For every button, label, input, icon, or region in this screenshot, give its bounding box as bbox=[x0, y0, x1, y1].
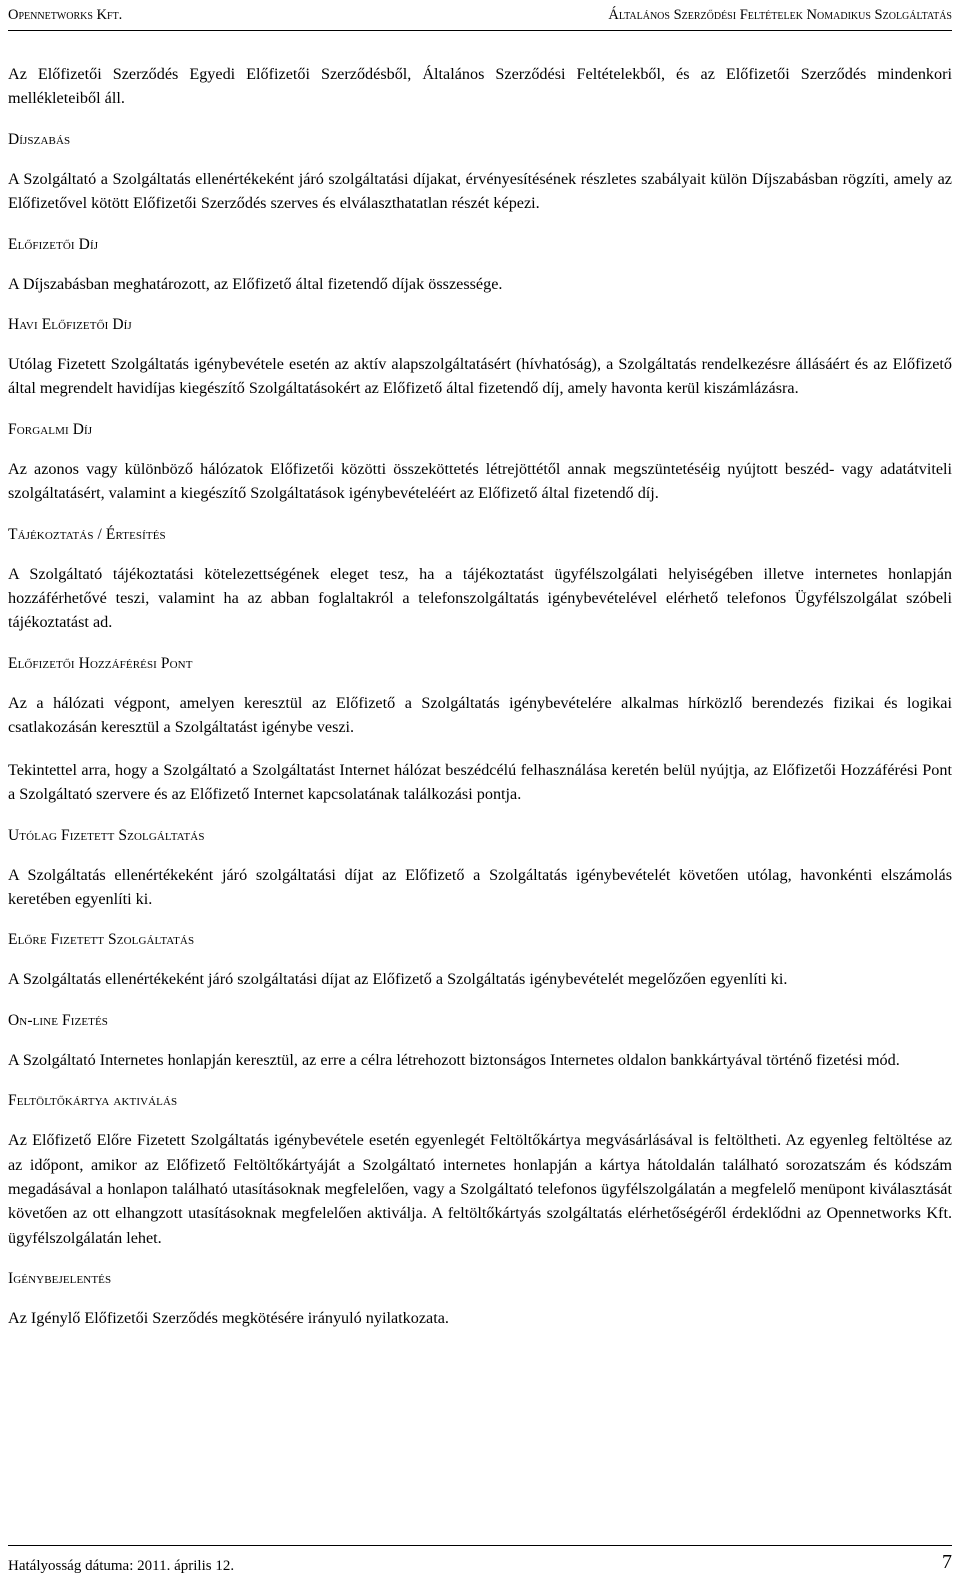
section-elore-fizetett bbox=[8, 929, 952, 991]
section-heading: Előfizetői Díj bbox=[8, 235, 99, 253]
page-header bbox=[8, 4, 952, 31]
section-havi-elofizetoi-dij bbox=[8, 314, 952, 401]
document-body bbox=[8, 62, 952, 1349]
section-elofizetoi-dij bbox=[8, 234, 952, 296]
section-feltoltokartya bbox=[8, 1090, 952, 1250]
section-heading: Forgalmi Díj bbox=[8, 420, 93, 438]
section-paragraph: A Szolgáltató Internetes honlapján keresztül, az erre a célra létrehozott biztonságos Internetes oldalon bankkártyával történő fizetési mód. bbox=[8, 1050, 900, 1069]
section-paragraph: A Szolgáltatás ellenértékeként járó szolgáltatási díjat az Előfizető a Szolgáltatás igénybevételét követően utólag, havonkénti elszámolás keretében egyenlíti ki. bbox=[8, 865, 952, 908]
intro-paragraph: Az Előfizetői Szerződés Egyedi Előfizetői Szerződésből, Általános Szerződési Feltételekből, és az Előfizetői Szerződés mindenkori mellékleteiből áll. bbox=[8, 65, 952, 108]
section-forgalmi-dij bbox=[8, 419, 952, 506]
effective-date: Hatályosság dátuma: 2011. április 12. bbox=[8, 1558, 235, 1574]
section-paragraph: A Szolgáltató a Szolgáltatás ellenértékeként járó szolgáltatási díjakat, érvényesítésének részletes szabályait külön Díjszabásban rögzíti, amely az Előfizetővel kötött Előfizetői Szerződés szerves és elválaszthatatlan részét képezi. bbox=[8, 169, 952, 213]
section-paragraph: Az a hálózati végpont, amelyen keresztül az Előfizető a Szolgáltatás igénybevételére alkalmas hírközlő berendezés fizikai és logikai csatlakozásán keresztül a Szolgáltatást igénybe veszi. bbox=[8, 693, 952, 737]
section-paragraph: A Díjszabásban meghatározott, az Előfizető által fizetendő díjak összessége. bbox=[8, 274, 503, 293]
header-company: Opennetworks Kft. bbox=[8, 7, 123, 23]
section-heading: Igénybejelentés bbox=[8, 1270, 112, 1288]
page-footer bbox=[8, 1545, 952, 1576]
section-igenybejelentes bbox=[8, 1268, 952, 1330]
page-number: 7 bbox=[942, 1551, 952, 1573]
section-heading: Feltöltőkártya aktiválás bbox=[8, 1092, 178, 1110]
section-heading: Előre Fizetett Szolgáltatás bbox=[8, 931, 195, 949]
section-paragraph: A Szolgáltatás ellenértékeként járó szolgáltatási díjat az Előfizető a Szolgáltatás igénybevételét megelőzően egyenlíti ki. bbox=[8, 970, 788, 989]
section-paragraph: Az Igénylő Előfizetői Szerződés megkötésére irányuló nyilatkozata. bbox=[8, 1309, 449, 1328]
section-hozzaferesi-pont bbox=[8, 653, 952, 807]
section-heading: Tájékoztatás / Értesítés bbox=[8, 525, 166, 543]
header-document-title: Általános Szerződési Feltételek Nomadikus Szolgáltatás bbox=[608, 7, 952, 23]
section-heading: On-line Fizetés bbox=[8, 1011, 108, 1029]
section-paragraph: Utólag Fizetett Szolgáltatás igénybevétele esetén az aktív alapszolgáltatásért (hívhatóság), a Szolgáltatás rendelkezésre állásáért és az Előfizető által megrendelt havidíjas kiegészítő Szolgáltatásokért az Előfizető által fizetendő díj, amely havonta kerül kiszámlázásra. bbox=[8, 355, 952, 398]
section-paragraph: Tekintettel arra, hogy a Szolgáltató a Szolgáltatást Internet hálózat beszédcélú felhasználása keretén belül nyújtja, az Előfizetői Hozzáférési Pont a Szolgáltató szervere és az Előfizető Internet kapcsolatának találkozási pontja. bbox=[8, 760, 952, 804]
section-heading: Havi Előfizetői Díj bbox=[8, 316, 132, 334]
section-paragraph: Az azonos vagy különböző hálózatok Előfizetői közötti összeköttetés létrejöttétől annak megszüntetéséig nyújtott beszéd- vagy adatátviteli szolgáltatásért, valamint a kiegészítő Szolgáltatások igénybevételéért az Előfizető által fizetendő díj. bbox=[8, 459, 952, 503]
section-paragraph: Az Előfizető Előre Fizetett Szolgáltatás igénybevétele esetén egyenlegét Feltöltőkártya megvásárlásával is feltöltheti. Az egyenleg feltöltése az az időpont, amikor az Előfizető Feltöltőkártyáját a Szolgáltató internetes honlapján a kártya hátoldalán található sorozatszám és kódszám megadásával a honlapon található utasításoknak megfelelően, vagy a Szolgáltató telefonos ügyfélszolgálatán a megfelelő menüpont kiválasztását követően az ott elhangzott utasításoknak megfelelően aktiválja. A feltöltőkártyás szolgáltatás elérhetőségéről érdeklődni az Opennetworks Kft. ügyfélszolgálatán lehet. bbox=[8, 1131, 952, 1247]
section-tajekoztatas bbox=[8, 524, 952, 635]
section-heading: Díjszabás bbox=[8, 130, 71, 148]
section-heading: Előfizetői Hozzáférési Pont bbox=[8, 654, 193, 672]
section-dijszabas bbox=[8, 129, 952, 216]
section-online-fizetes bbox=[8, 1010, 952, 1072]
section-paragraph: A Szolgáltató tájékoztatási kötelezettségének eleget tesz, ha a tájékoztatást ügyfélszolgálati helyiségében illetve internetes honlapján hozzáférhetővé teszi, valamint ha az abban foglaltakról a telefonszolgáltatás igénybevételével elérhető telefonos Ügyfélszolgálat szóbeli tájékoztatást ad. bbox=[8, 564, 952, 632]
section-heading: Utólag Fizetett Szolgáltatás bbox=[8, 826, 205, 844]
section-utolag-fizetett bbox=[8, 825, 952, 912]
